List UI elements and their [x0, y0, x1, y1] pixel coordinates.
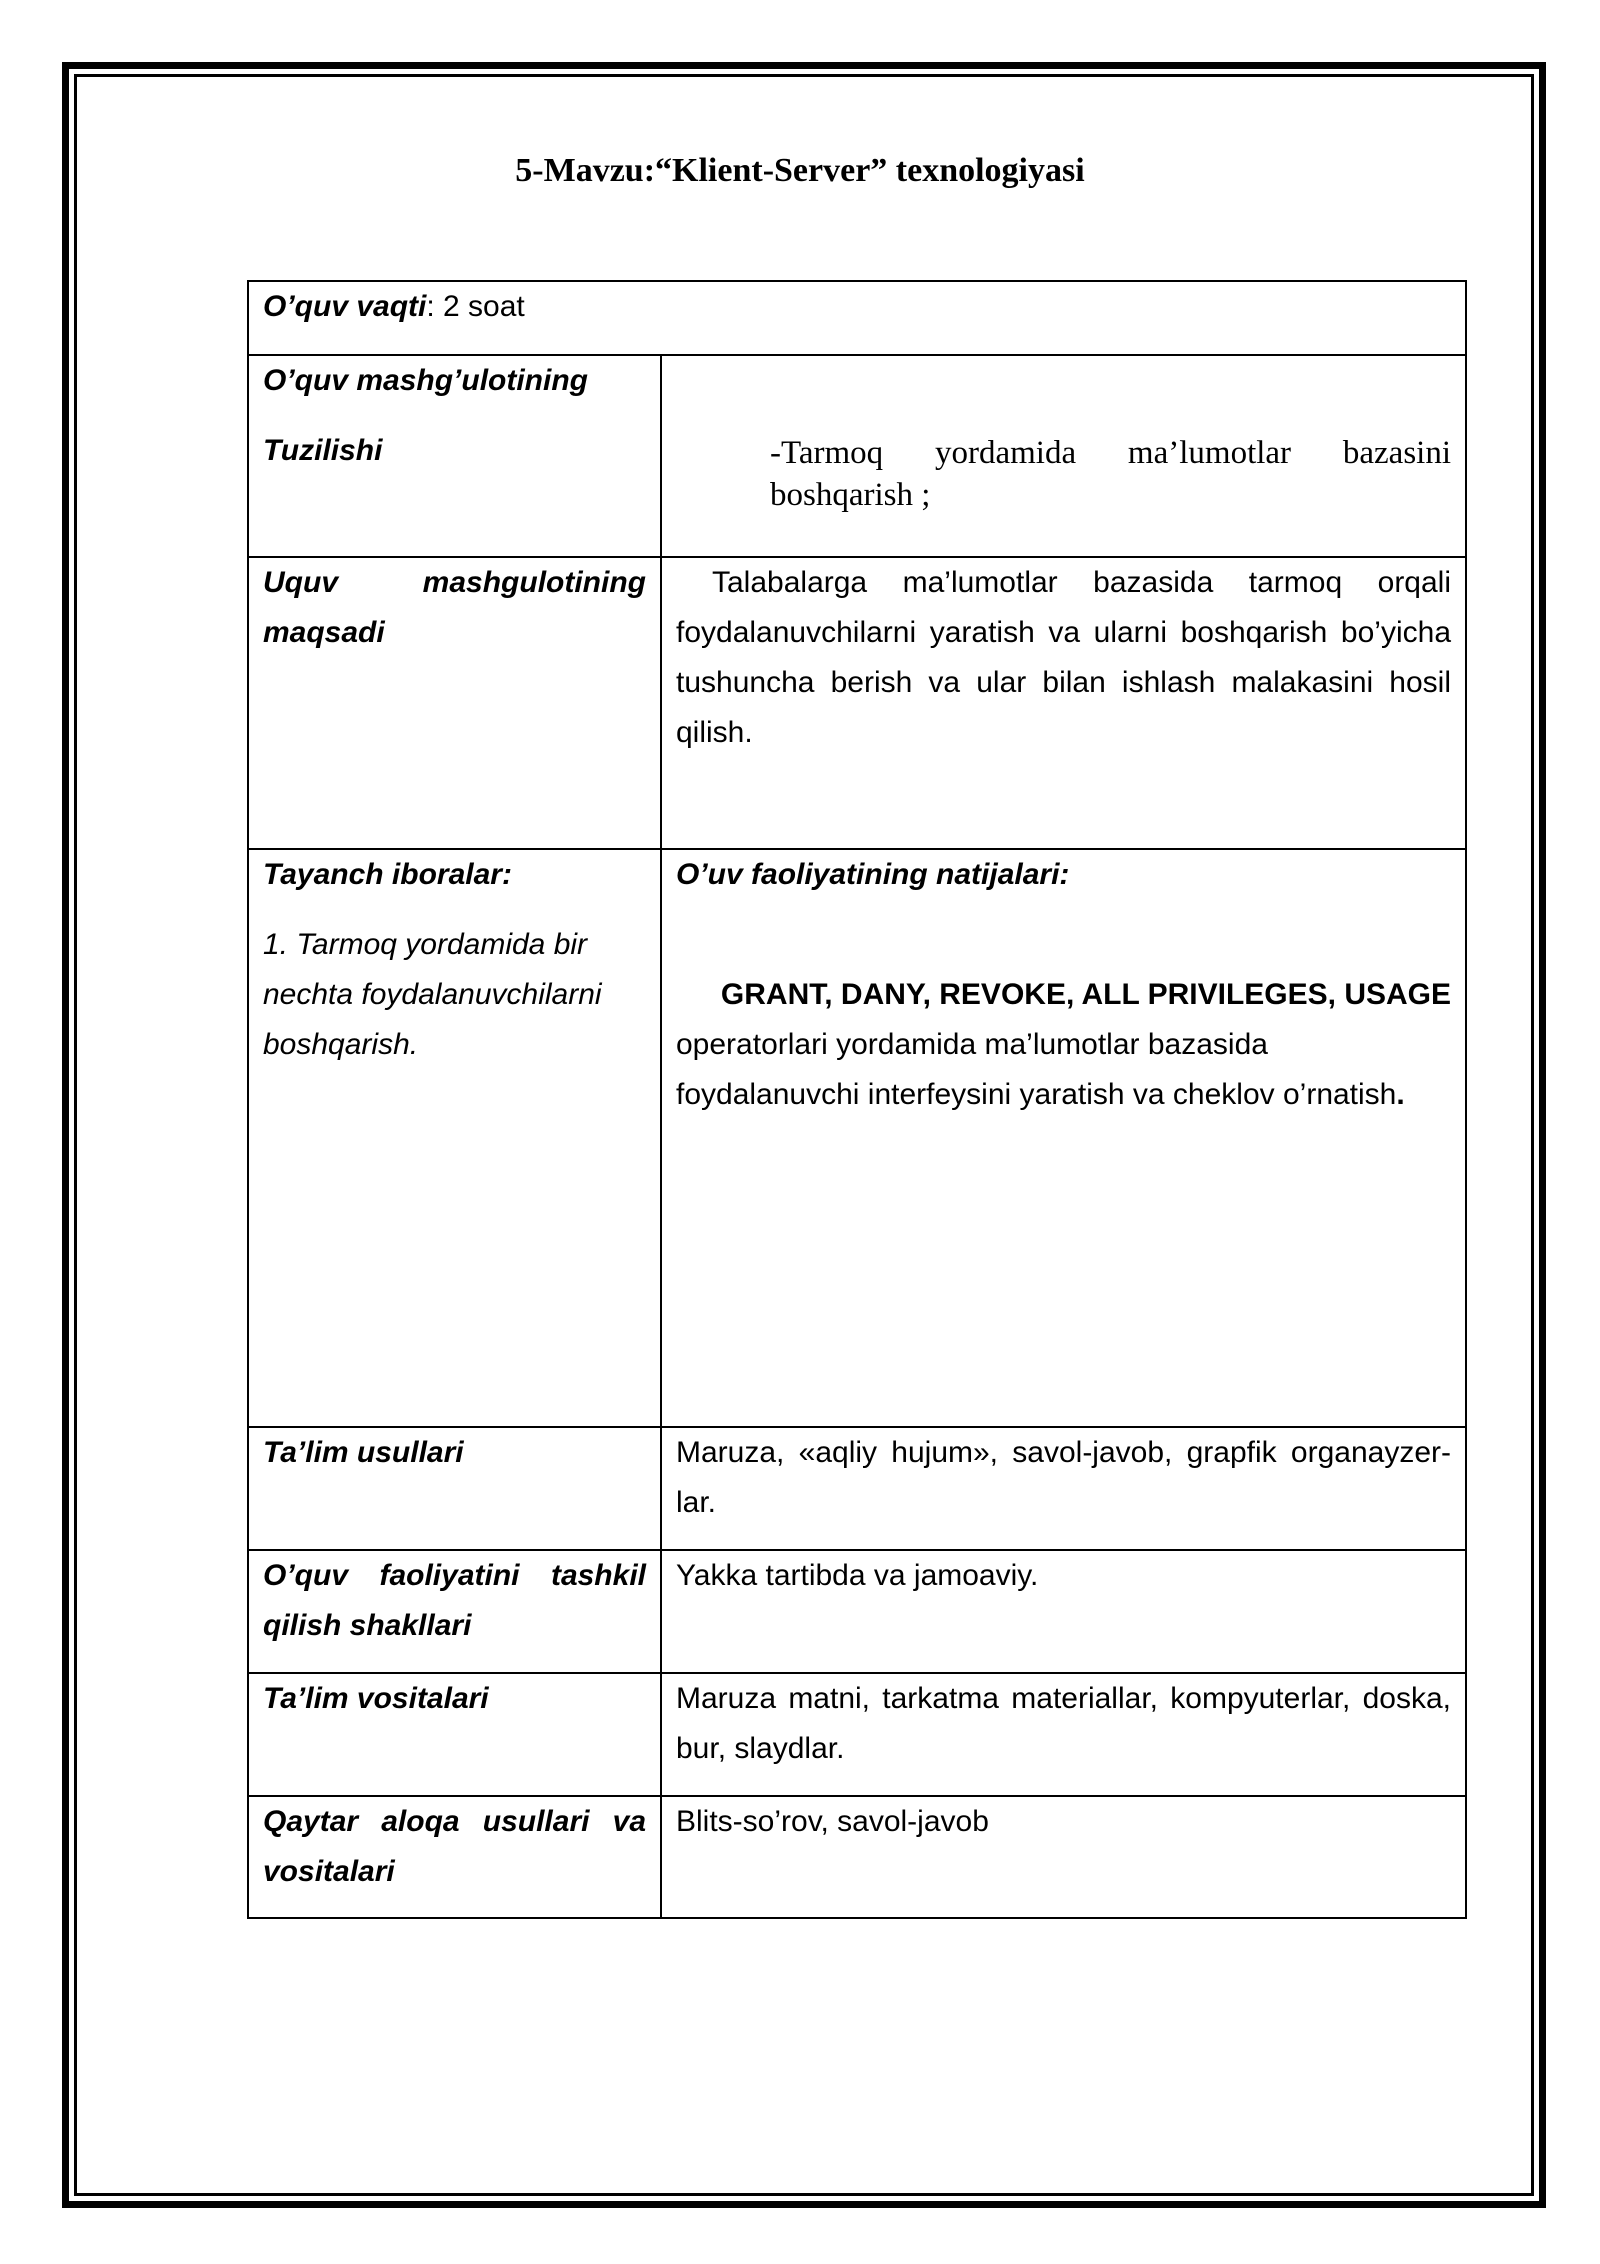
results-text-block	[676, 1020, 1451, 1120]
table-row-goal	[248, 557, 1466, 849]
tools-value: Maruza matni, tarkatma materiallar, kompyuterlar, doska, bur, slaydlar.	[676, 1682, 1452, 1765]
forms-label: O’quv faoliyatini tashkil qilish shakllari	[263, 1559, 646, 1642]
feedback-label: Qaytar aloqa usullari va vositalari	[263, 1805, 646, 1888]
key-terms-label: Tayanch iboralar:	[263, 858, 512, 891]
feedback-value-cell	[661, 1796, 1466, 1918]
methods-label: Ta’lim usullari	[263, 1436, 464, 1469]
key-terms-item: 1. Tarmoq yordamida bir nechta foydalanuvchilarni boshqarish.	[263, 928, 602, 1061]
structure-value: -Tarmoq yordamida ma’lumotlar bazasini boshqarish ;	[770, 435, 1452, 513]
forms-value-cell	[661, 1550, 1466, 1673]
feedback-value: Blits-so’rov, savol-javob	[676, 1805, 989, 1838]
study-time-label: O’quv vaqti	[263, 290, 427, 323]
table-row-study-time	[248, 281, 1466, 355]
goal-label: Uquv mashgulotining maqsadi	[263, 566, 646, 649]
table-row-feedback	[248, 1796, 1466, 1918]
structure-value-cell	[661, 355, 1466, 557]
results-text: operatorlari yordamida ma’lumotlar bazasida foydalanuvchi interfeysini yaratish va cheklov o’rnatish	[676, 1028, 1397, 1111]
methods-value-cell	[661, 1427, 1466, 1550]
table-row-structure	[248, 355, 1466, 557]
feedback-label-cell	[248, 1796, 661, 1918]
tools-value-cell	[661, 1673, 1466, 1796]
results-label: O’uv faoliyatining natijalari:	[676, 858, 1070, 891]
structure-label-line1: O’quv mashg’ulotining	[263, 364, 588, 397]
forms-label-cell	[248, 1550, 661, 1673]
key-terms-cell	[248, 849, 661, 1427]
goal-value: Talabalarga ma’lumotlar bazasida tarmoq orqali foydalanuvchilarni yaratish va ularni boshqarish bo’yicha tushuncha berish va ular bilan ishlash malakasini hosil qilish.	[676, 566, 1452, 749]
tools-label-cell	[248, 1673, 661, 1796]
results-operators: GRANT, DANY, REVOKE, ALL PRIVILEGES, USAGE	[720, 978, 1452, 1011]
page-title: 5-Mavzu:“Klient-Server” texnologiyasi	[515, 152, 1085, 189]
table-row-tools	[248, 1673, 1466, 1796]
structure-label-line2: Tuzilishi	[263, 434, 383, 467]
methods-label-cell	[248, 1427, 661, 1550]
tools-label: Ta’lim vositalari	[263, 1682, 489, 1715]
structure-label-cell	[248, 355, 661, 557]
results-end: .	[1396, 1078, 1405, 1111]
lesson-plan-table	[247, 280, 1467, 1919]
goal-label-cell	[248, 557, 661, 849]
results-cell	[661, 849, 1466, 1427]
table-row-key-terms	[248, 849, 1466, 1427]
study-time-value: : 2 soat	[426, 290, 525, 323]
goal-value-cell	[661, 557, 1466, 849]
table-row-forms	[248, 1550, 1466, 1673]
table-row-methods	[248, 1427, 1466, 1550]
forms-value: Yakka tartibda va jamoaviy.	[676, 1559, 1039, 1592]
methods-value: Maruza, «aqliy hujum», savol-javob, grapfik organayzer-lar.	[676, 1436, 1452, 1519]
study-time-cell	[248, 281, 1466, 355]
